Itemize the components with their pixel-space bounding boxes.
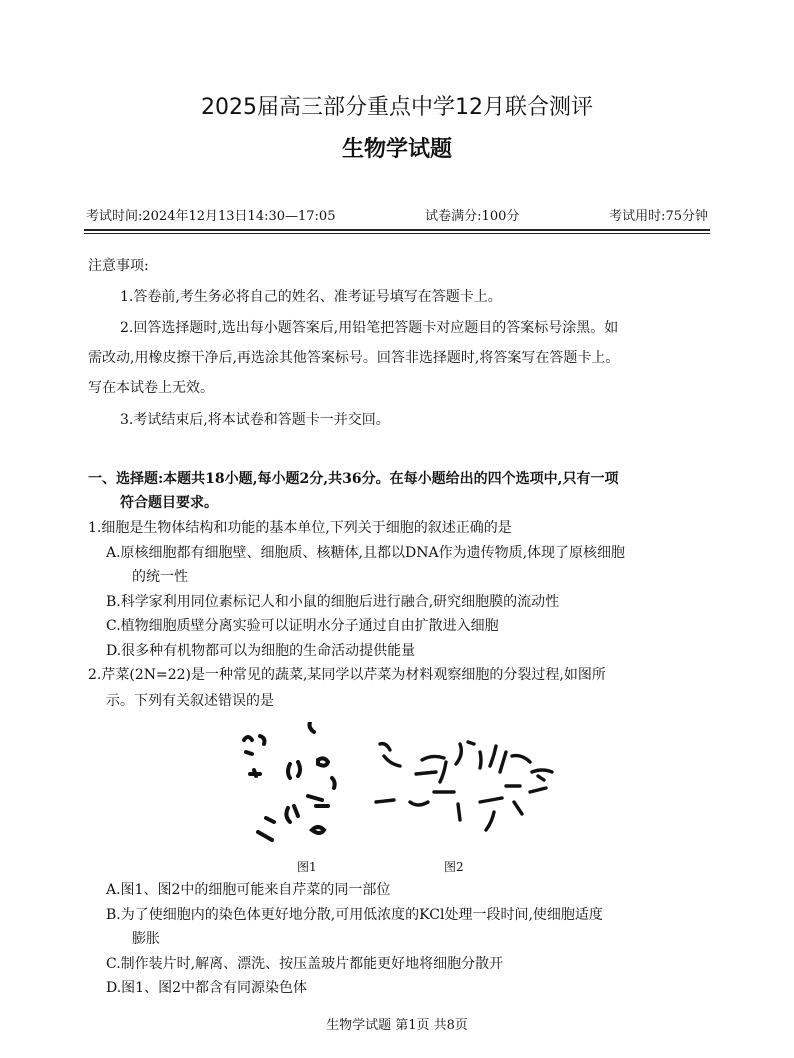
full-score: 试卷满分:100分	[425, 209, 520, 224]
notice-heading: 注意事项:	[88, 258, 149, 274]
q1-option-a-line-2: 的统一性	[132, 569, 188, 585]
q2-stem-line-2: 示。下列有关叙述错误的是	[106, 693, 274, 709]
notice-item-2-line-1: 2.回答选择题时,选出每小题答案后,用铅笔把答题卡对应题目的答案标号涂黑。如	[120, 320, 619, 336]
chromosome-figures	[232, 722, 568, 874]
q2-option-b-line-1: B.为了使细胞内的染色体更好地分散,可用低浓度的KCl处理一段时间,使细胞适度	[106, 907, 603, 923]
exam-duration: 考试用时:75分钟	[609, 209, 708, 224]
figure-1-chromosomes	[244, 722, 335, 840]
notice-item-3: 3.考试结束后,将本试卷和答题卡一并交回。	[120, 412, 390, 428]
q2-stem-line-1: 2.芹菜(2N=22)是一种常见的蔬菜,某同学以芹菜为材料观察细胞的分裂过程,如图所	[88, 667, 606, 683]
q1-stem: 1.细胞是生物体结构和功能的基本单位,下列关于细胞的叙述正确的是	[88, 520, 512, 536]
page-footer: 生物学试题 第1页 共8页	[326, 1018, 468, 1033]
section-1-heading-line-2: 符合题目要求。	[120, 495, 218, 511]
notice-item-2-line-3: 写在本试卷上无效。	[88, 380, 214, 396]
figure-2-label: 图2	[444, 860, 464, 874]
q2-option-c: C.制作装片时,解离、漂洗、按压盖玻片都能更好地将细胞分散开	[106, 956, 504, 972]
notice-item-2-line-2: 需改动,用橡皮擦干净后,再选涂其他答案标号。回答非选择题时,将答案写在答题卡上。	[88, 350, 620, 366]
figure-1-label: 图1	[297, 860, 317, 874]
header-rule-thin	[84, 233, 710, 234]
q2-option-b-line-2: 膨胀	[132, 931, 160, 947]
exam-title: 2025届高三部分重点中学12月联合测评	[201, 95, 593, 120]
q1-option-c: C.植物细胞质壁分离实验可以证明水分子通过自由扩散进入细胞	[106, 618, 499, 634]
exam-info-bar	[86, 205, 708, 224]
q1-option-a-line-1: A.原核细胞都有细胞壁、细胞质、核糖体,且都以DNA作为遗传物质,体现了原核细胞	[106, 545, 626, 561]
header-rule-thick	[84, 229, 710, 231]
q1-option-d: D.很多种有机物都可以为细胞的生命活动提供能量	[106, 643, 416, 659]
q1-option-b: B.科学家利用同位素标记人和小鼠的细胞后进行融合,研究细胞膜的流动性	[106, 594, 560, 610]
exam-time: 考试时间:2024年12月13日14:30—17:05	[86, 209, 336, 224]
subject-title: 生物学试题	[341, 137, 452, 162]
notice-item-1: 1.答卷前,考生务必将自己的姓名、准考证号填写在答题卡上。	[120, 289, 502, 305]
q2-option-d: D.图1、图2中都含有同源染色体	[106, 980, 307, 996]
figure-2-chromosomes	[376, 742, 552, 830]
section-1-heading-line-1: 一、选择题:本题共18小题,每小题2分,共36分。在每小题给出的四个选项中,只有一项	[88, 471, 619, 487]
q2-option-a: A.图1、图2中的细胞可能来自芹菜的同一部位	[106, 882, 391, 898]
